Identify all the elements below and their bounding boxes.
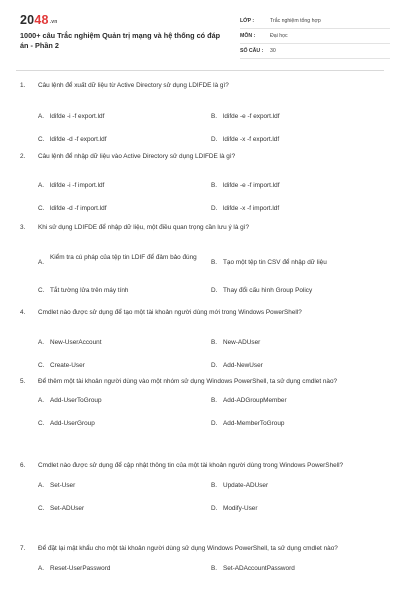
option-text: Tắt tường lửa trên máy tính (50, 287, 129, 294)
question-number: 7. (20, 545, 26, 552)
question-number: 4. (20, 309, 26, 316)
question-text: Để đặt lại mật khẩu cho một tài khoản người dùng sử dụng Windows PowerShell, ta sử dụng cmdlet nào? (38, 545, 338, 552)
option-label: D. (211, 505, 218, 512)
option-label: A. (38, 259, 45, 266)
site-logo[interactable] (20, 13, 57, 27)
option-a[interactable] (38, 564, 203, 574)
option-text: Kiểm tra cú pháp của tệp tin LDIF để đảm bảo đúng (50, 254, 197, 261)
option-c[interactable] (38, 419, 203, 429)
option-label: D. (211, 287, 218, 294)
option-b[interactable] (211, 396, 376, 406)
option-b[interactable] (211, 564, 376, 574)
meta-key: MÔN : (240, 33, 256, 39)
option-d[interactable] (211, 135, 376, 145)
option-c[interactable] (38, 361, 203, 371)
question-4 (16, 307, 384, 368)
option-label: C. (38, 205, 45, 212)
option-label: C. (38, 362, 45, 369)
question-5 (16, 376, 384, 437)
question-3 (16, 222, 384, 299)
option-label: C. (38, 420, 45, 427)
option-text: Add-ADGroupMember (223, 397, 287, 404)
option-label: D. (211, 362, 218, 369)
option-text: ldifde -e -f import.ldf (223, 182, 280, 189)
option-text: New-UserAccount (50, 339, 102, 346)
meta-value: 30 (270, 48, 276, 54)
option-text: Update-ADUser (223, 482, 269, 489)
option-label: B. (211, 339, 218, 346)
option-text: Add-UserGroup (50, 420, 95, 427)
option-text: Thay đổi cấu hình Group Policy (223, 287, 313, 294)
meta-key: LỚP : (240, 18, 255, 24)
option-b[interactable] (211, 481, 376, 491)
option-c[interactable] (38, 204, 203, 214)
option-text: Set-ADUser (50, 505, 85, 512)
option-a[interactable] (38, 112, 203, 122)
option-text: New-ADUser (223, 339, 261, 346)
option-text: ldifde -x -f export.ldf (223, 136, 280, 143)
option-label: C. (38, 136, 45, 143)
question-text: Khi sử dụng LDIFDE để nhập dữ liệu, một điều quan trọng cần lưu ý là gì? (38, 224, 250, 231)
option-text: Set-ADAccountPassword (223, 565, 295, 572)
option-a[interactable] (38, 481, 203, 491)
option-label: D. (211, 420, 218, 427)
option-d[interactable] (211, 204, 376, 214)
meta-row-count (240, 44, 390, 59)
meta-row-subject (240, 29, 390, 44)
option-text: ldifde -i -f import.ldf (50, 182, 105, 189)
logo-main: 2048 (20, 13, 49, 27)
option-label: D. (211, 136, 218, 143)
option-a[interactable] (38, 338, 203, 348)
option-text: ldifde -x -f import.ldf (223, 205, 280, 212)
option-c[interactable] (38, 286, 203, 296)
option-a[interactable] (38, 181, 203, 191)
meta-value: Trắc nghiệm tổng hợp (270, 18, 321, 24)
question-number: 6. (20, 462, 26, 469)
option-a[interactable] (38, 253, 203, 268)
option-text: Modify-User (223, 505, 258, 512)
option-label: C. (38, 505, 45, 512)
option-b[interactable] (211, 258, 376, 268)
question-number: 1. (20, 82, 26, 89)
page-title: 1000+ câu Trắc nghiệm Quản trị mạng và hệ thống có đáp án - Phần 2 (20, 31, 221, 50)
option-label: A. (38, 397, 45, 404)
question-text: Cmdlet nào được sử dụng để tạo một tài khoản người dùng mới trong Windows PowerShell? (38, 309, 302, 316)
option-text: ldifde -d -f export.ldf (50, 136, 107, 143)
meta-row-class (240, 14, 390, 29)
option-text: Add-UserToGroup (50, 397, 102, 404)
option-label: A. (38, 113, 45, 120)
option-text: Tạo một tệp tin CSV để nhập dữ liệu (223, 259, 327, 266)
question-text: Cmdlet nào được sử dụng để cập nhật thông tin của một tài khoản người dùng trong Windows PowerShell? (38, 462, 344, 469)
question-2 (16, 151, 384, 212)
question-text: Câu lệnh để nhập dữ liệu vào Active Directory sử dụng LDIFDE là gì? (38, 153, 236, 160)
option-label: B. (211, 182, 218, 189)
option-c[interactable] (38, 135, 203, 145)
option-label: B. (211, 259, 218, 266)
option-c[interactable] (38, 504, 203, 514)
question-text: Câu lệnh để xuất dữ liệu từ Active Directory sử dụng LDIFDE là gì? (38, 82, 229, 89)
option-text: Add-MemberToGroup (223, 420, 285, 427)
option-label: B. (211, 397, 218, 404)
question-7 (16, 543, 384, 582)
question-number: 2. (20, 153, 26, 160)
meta-key: SỐ CÂU : (240, 48, 264, 54)
option-b[interactable] (211, 112, 376, 122)
option-text: Add-NewUser (223, 362, 263, 369)
option-text: ldifde -i -f export.ldf (50, 113, 105, 120)
option-b[interactable] (211, 181, 376, 191)
option-d[interactable] (211, 419, 376, 429)
option-d[interactable] (211, 504, 376, 514)
question-number: 5. (20, 378, 26, 385)
option-text: Set-User (50, 482, 76, 489)
meta-table (240, 14, 390, 59)
option-label: A. (38, 339, 45, 346)
option-label: C. (38, 287, 45, 294)
option-text: ldifde -e -f export.ldf (223, 113, 280, 120)
option-d[interactable] (211, 361, 376, 371)
option-b[interactable] (211, 338, 376, 348)
option-label: D. (211, 205, 218, 212)
option-label: B. (211, 565, 218, 572)
option-label: A. (38, 482, 45, 489)
question-number: 3. (20, 224, 26, 231)
option-label: B. (211, 482, 218, 489)
question-text: Để thêm một tài khoản người dùng vào một nhóm sử dụng Windows PowerShell, ta sử dụng cmdlet nào? (38, 378, 338, 385)
question-1 (16, 80, 384, 141)
page-header (16, 0, 384, 71)
option-a[interactable] (38, 396, 203, 406)
option-label: A. (38, 182, 45, 189)
option-d[interactable] (211, 286, 376, 296)
meta-value: Đại học (270, 33, 288, 39)
option-label: B. (211, 113, 218, 120)
option-text: Create-User (50, 362, 85, 369)
question-6 (16, 460, 384, 521)
option-label: A. (38, 565, 45, 572)
option-text: Reset-UserPassword (50, 565, 111, 572)
logo-sub: .vn (49, 19, 58, 25)
option-text: ldifde -d -f import.ldf (50, 205, 107, 212)
